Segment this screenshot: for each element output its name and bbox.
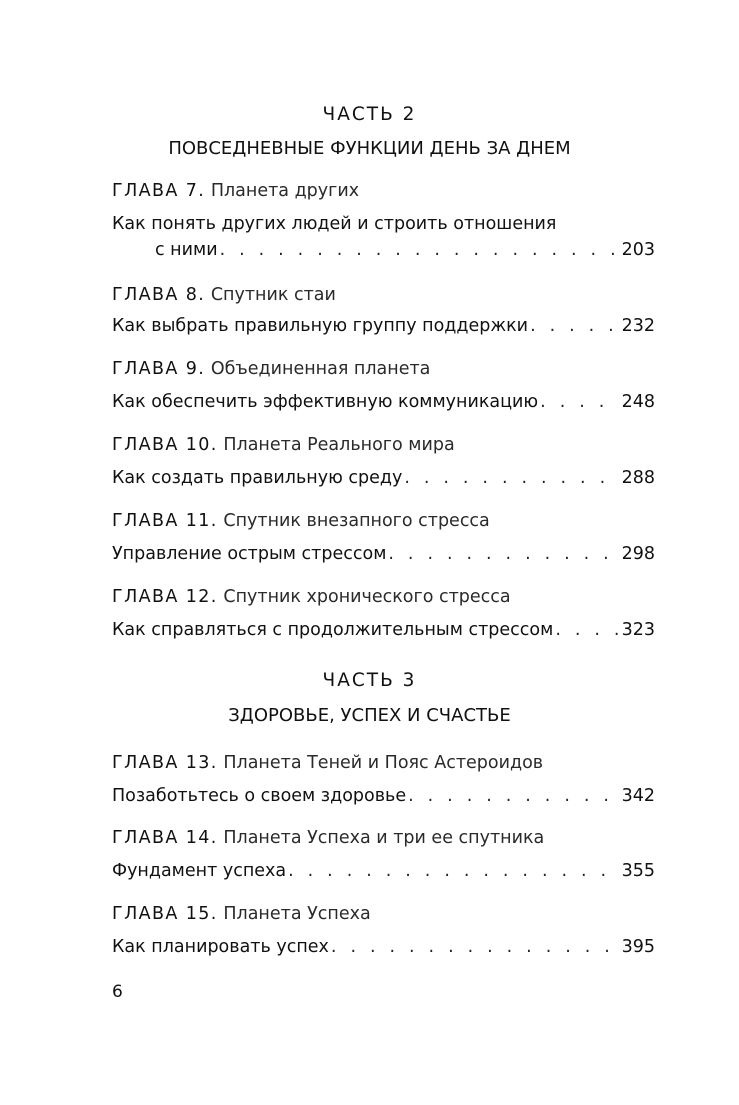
dot-leader — [388, 544, 619, 564]
chapter-name: Планета других — [210, 181, 360, 201]
chapter-number: ГЛАВА 9. — [112, 359, 206, 379]
chapter-number: ГЛАВА 13. — [112, 753, 218, 773]
chapter-number: ГЛАВА 12. — [112, 587, 218, 607]
chapter-8-heading — [112, 285, 336, 305]
chapter-number: ГЛАВА 7. — [112, 181, 206, 201]
entry-title: Управление острым стрессом — [112, 544, 387, 564]
chapter-9-heading — [112, 359, 430, 379]
dot-leader — [408, 786, 619, 806]
chapter-12-entry[interactable] — [112, 620, 655, 646]
page-ref: 232 — [621, 316, 655, 336]
chapter-10-heading — [112, 435, 455, 455]
chapter-14-entry[interactable] — [112, 861, 655, 887]
entry-title: Как обеспечить эффективную коммуникацию — [112, 392, 539, 412]
chapter-name: Планета Успеха и три ее спутника — [223, 828, 545, 848]
chapter-name: Планета Теней и Пояс Астероидов — [223, 753, 544, 773]
entry-title: Как планировать успех — [112, 937, 329, 957]
chapter-7-entry[interactable] — [155, 240, 655, 266]
page-number: 6 — [112, 982, 123, 1002]
chapter-number: ГЛАВА 11. — [112, 511, 218, 531]
entry-title: Как выбрать правильную группу поддержки — [112, 316, 529, 336]
part-3-title: ЗДОРОВЬЕ, УСПЕХ И СЧАСТЬЕ — [228, 705, 511, 726]
page-ref: 203 — [621, 240, 655, 260]
page-ref: 395 — [621, 937, 655, 957]
chapter-13-entry[interactable] — [112, 786, 655, 812]
page-ref: 248 — [621, 392, 655, 412]
page-ref: 323 — [621, 620, 655, 640]
chapter-14-heading — [112, 828, 544, 848]
entry-title: Позаботьтесь о своем здоровье — [112, 786, 407, 806]
page-ref: 342 — [621, 786, 655, 806]
dot-leader — [530, 316, 620, 336]
part-2-label: ЧАСТЬ 2 — [322, 104, 417, 125]
chapter-name: Планета Реального мира — [223, 435, 455, 455]
dot-leader — [220, 240, 620, 260]
chapter-7-entry-line1: Как понять других людей и строить отношения — [112, 214, 557, 234]
chapter-11-entry[interactable] — [112, 544, 655, 570]
chapter-10-entry[interactable] — [112, 468, 655, 494]
chapter-12-heading — [112, 587, 511, 607]
chapter-name: Объединенная планета — [210, 359, 431, 379]
chapter-number: ГЛАВА 14. — [112, 828, 218, 848]
chapter-number: ГЛАВА 8. — [112, 285, 206, 305]
dot-leader — [288, 861, 619, 881]
entry-title: Как создать правильную среду — [112, 468, 403, 488]
part-3-label: ЧАСТЬ 3 — [322, 670, 417, 691]
chapter-15-heading — [112, 904, 371, 924]
chapter-13-heading — [112, 753, 543, 773]
entry-title: Как справляться с продолжительным стрессом — [112, 620, 554, 640]
chapter-15-entry[interactable] — [112, 937, 655, 963]
chapter-number: ГЛАВА 10. — [112, 435, 218, 455]
entry-title: с ними — [155, 240, 218, 260]
chapter-name: Спутник внезапного стресса — [223, 511, 490, 531]
page-ref: 355 — [621, 861, 655, 881]
chapter-7-heading — [112, 181, 359, 201]
dot-leader — [555, 620, 619, 640]
chapter-name: Спутник хронического стресса — [223, 587, 511, 607]
dot-leader — [540, 392, 619, 412]
entry-title: Фундамент успеха — [112, 861, 287, 881]
chapter-name: Спутник стаи — [210, 285, 336, 305]
chapter-8-entry[interactable] — [112, 316, 655, 342]
chapter-11-heading — [112, 511, 490, 531]
part-2-title: ПОВСЕДНЕВНЫЕ ФУНКЦИИ ДЕНЬ ЗА ДНЕМ — [168, 138, 571, 159]
chapter-9-entry[interactable] — [112, 392, 655, 418]
page-ref: 288 — [621, 468, 655, 488]
chapter-name: Планета Успеха — [223, 904, 371, 924]
chapter-number: ГЛАВА 15. — [112, 904, 218, 924]
page-ref: 298 — [621, 544, 655, 564]
dot-leader — [331, 937, 620, 957]
dot-leader — [404, 468, 619, 488]
